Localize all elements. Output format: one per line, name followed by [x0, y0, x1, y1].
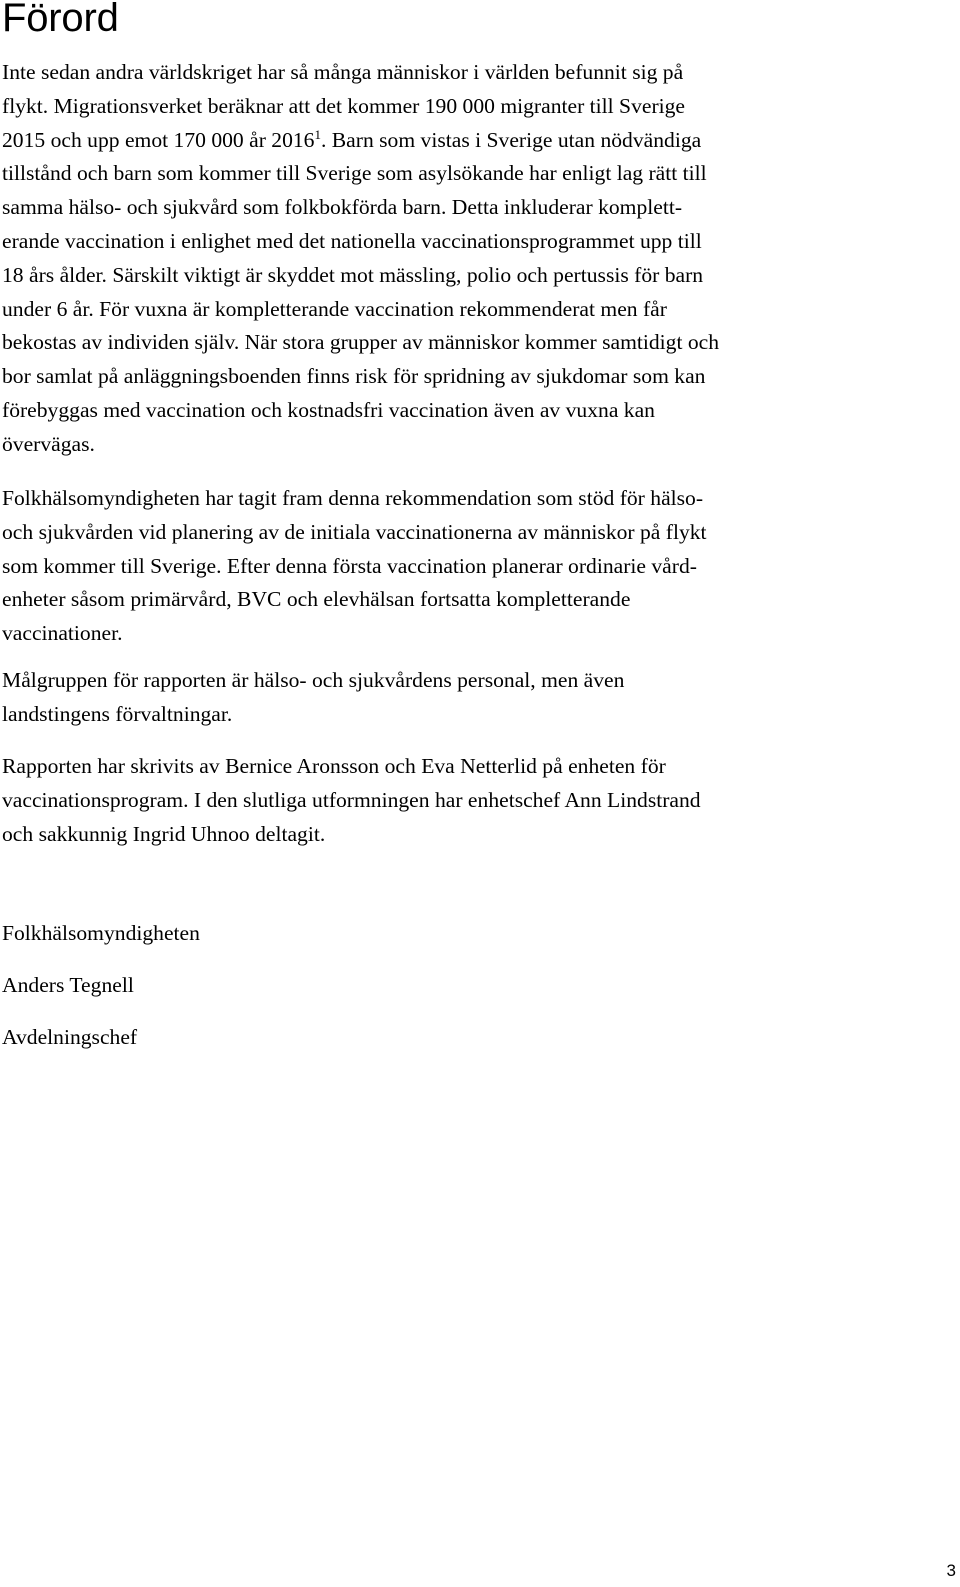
text-line: och sjukvården vid planering av de initiala vaccinationerna av människor på flykt: [2, 519, 707, 544]
paragraph-intro: [2, 56, 942, 462]
text-line: Folkhälsomyndigheten har tagit fram denna rekommendation som stöd för hälso-: [2, 486, 704, 510]
text-line: bekostas av individen själv. När stora grupper av människor kommer samtidigt och: [2, 330, 720, 355]
text-line: tillstånd och barn som kommer till Sverige som asylsökande har enligt lag rätt till: [2, 161, 707, 186]
text-line: Rapporten har skrivits av Bernice Aronsson och Eva Netterlid på enheten för: [2, 754, 666, 778]
footnote-reference[interactable]: 1: [314, 126, 321, 142]
text-line: vaccinationer.: [2, 621, 123, 646]
text-line: förebyggas med vaccination och kostnadsfri vaccination även av vuxna kan: [2, 397, 655, 422]
text-line: under 6 år. För vuxna är kompletterande vaccination rekommenderat men får: [2, 296, 667, 321]
page-title: Förord: [2, 0, 119, 40]
paragraph-target-group: [2, 664, 942, 732]
text-line: flykt. Migrationsverket beräknar att det kommer 190 000 migranter till Sverige: [2, 93, 686, 118]
paragraph-recommendation: [2, 482, 942, 651]
text-line: som kommer till Sverige. Efter denna första vaccination planerar ordinarie vård-: [2, 553, 697, 578]
text-segment: 2015 och upp emot 170 000 år 2016: [2, 127, 315, 152]
text-line: [2, 124, 942, 158]
signature-role: Avdelningschef: [2, 1025, 138, 1049]
paragraph-authors: [2, 750, 942, 851]
text-line: övervägas.: [2, 431, 95, 456]
page-number: 3: [946, 1561, 956, 1580]
signature-organization: Folkhälsomyndigheten: [2, 921, 200, 945]
text-line: och sakkunnig Ingrid Uhnoo deltagit.: [2, 821, 326, 846]
text-line: landstingens förvaltningar.: [2, 701, 233, 726]
signature-name: Anders Tegnell: [2, 973, 134, 997]
text-line: 18 års ålder. Särskilt viktigt är skyddet mot mässling, polio och pertussis för barn: [2, 262, 704, 287]
text-segment: . Barn som vistas i Sverige utan nödvändiga: [320, 127, 702, 152]
text-line: bor samlat på anläggningsboenden finns risk för spridning av sjukdomar som kan: [2, 364, 706, 389]
text-line: samma hälso- och sjukvård som folkbokförda barn. Detta inkluderar komplett-: [2, 195, 683, 220]
text-line: enheter såsom primärvård, BVC och elevhälsan fortsatta kompletterande: [2, 587, 631, 612]
text-line: Målgruppen för rapporten är hälso- och sjukvårdens personal, men även: [2, 668, 625, 692]
text-line: vaccinationsprogram. I den slutliga utformningen har enhetschef Ann Lindstrand: [2, 787, 701, 812]
text-line: Inte sedan andra världskriget har så många människor i världen befunnit sig på: [2, 60, 684, 84]
text-line: erande vaccination i enlighet med det nationella vaccinationsprogrammet upp till: [2, 228, 702, 253]
